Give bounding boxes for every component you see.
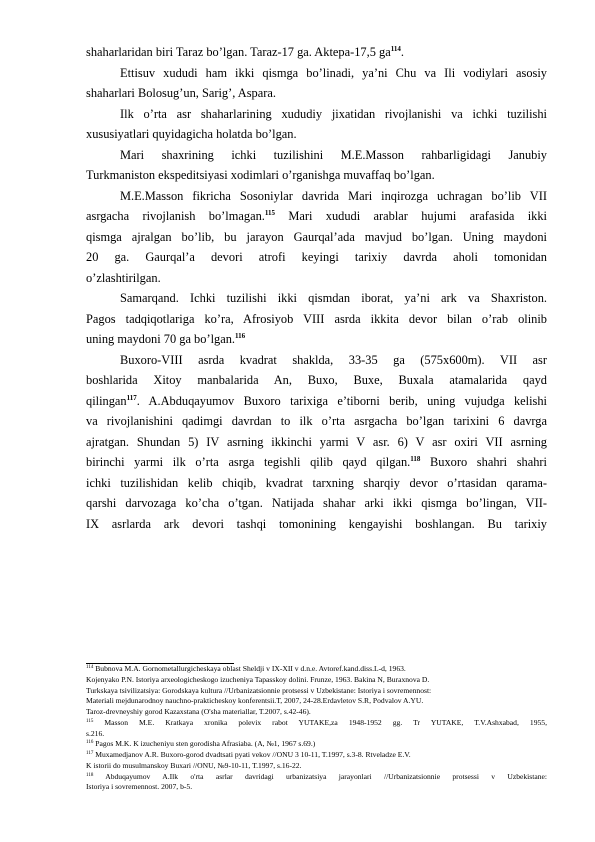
text-line-content: IX asrlarda ark devori tashqi tomonining kengayishi boshlangan. Bu tarixiy: [86, 516, 547, 531]
footnote-line: [86, 664, 547, 675]
text-line-content: ichki tuzilishidan kelib chiqib, kvadrat tarxning sharqiy devor o’rtasidan qarama-: [86, 475, 547, 490]
footnote-number: 115: [86, 718, 94, 724]
text-line-content: 20 ga. Gaurqal’a devori atrofi keyingi tarixiy davrda aholi tomonidan: [86, 250, 547, 264]
text-line-tail: . A.Abduqayumov Buxoro tarixiga e’tiborni berib, uning vujudga kelishi: [136, 393, 547, 408]
footnote-text: Materiali mejdunarodnoy nauchno-prakticheskoy konferentsii.T, 2007, 24-28.Erdavletov S.R, Podvalov A.YU.: [86, 696, 424, 706]
text-line-content: Pagos tadqiqotlariga ko’ra, Afrosiyob VIII asrda ikkita devor bilan o’rab olinib: [86, 311, 547, 326]
text-line-content: va rivojlanishini qadimgi davrdan to ilk o’rta asrgacha bo’lgan tarixini 6 davrga: [86, 414, 547, 428]
text-line-tail: .: [400, 45, 404, 59]
footnote-line: [86, 750, 547, 761]
text-line: [86, 350, 547, 371]
text-line-content: boshlarida Xitoy manbalarida An, Buxo, Buxe, Buxala atamalarida qayd: [86, 373, 547, 387]
text-line: [86, 227, 547, 248]
text-line-content: Samarqand. Ichki tuzilishi ikki qismdan iborat, ya’ni ark va Shaxriston.: [120, 291, 547, 305]
footnote-line: [86, 761, 547, 772]
text-line-content: Mari shaxrining ichki tuzilishini M.E.Masson rahbarligidagi Janubiy: [120, 147, 547, 162]
body-text: [86, 42, 547, 534]
footnote-ref[interactable]: 117: [126, 393, 137, 402]
text-line-content: Turkmaniston ekspeditsiyasi xodimlari o’rganishga muvaffaq bo’lgan.: [86, 168, 435, 182]
footnotes: [86, 664, 547, 793]
text-line-content: qismga ajralgan bo’lib, bu jarayon Gaurqal’ada mavjud bo’lgan. Uning maydoni: [86, 229, 547, 244]
text-line: [86, 452, 547, 473]
footnote-text: s.216.: [86, 728, 105, 738]
text-line: [86, 104, 547, 125]
text-line-content: uning maydoni 70 ga bo’lgan.: [86, 332, 236, 346]
footnote-text: Masson M.E. Kratkaya xronika polevix rabot YUTAKE,za 1948-1952 gg. Tr YUTAKE, T.V.Ashxabad, 1955,: [93, 717, 547, 727]
text-line: [86, 473, 547, 494]
text-line-content: ajratgan. Shundan 5) IV asrning ikkinchi yarmi V asr. 6) V asr oxiri VII asrning: [86, 434, 547, 449]
footnote-text: Pagos M.K. K izucheniyu sten gorodisha Afrasiaba. (A, №1, 1967 s.69.): [93, 739, 316, 749]
footnote-line: [86, 772, 547, 783]
footnote-text: Istoriya i sovremennost. 2007, b-5.: [86, 782, 193, 792]
text-line: [86, 165, 547, 186]
footnote-ref[interactable]: 116: [235, 332, 246, 340]
text-line-content: birinchi yarmi ilk o’rta asrga tegishli qilib qayd qilgan.: [86, 455, 411, 469]
text-line-content: xususiyatlari quyidagicha holatda bo’lgan.: [86, 127, 297, 141]
footnote-text: K istorii do musulmanskoy Buxari //ONU, №9-10-11, T.1997, s.16-22.: [86, 760, 302, 770]
text-line-content: asrgacha rivojlanish bo’lmagan.: [86, 209, 265, 223]
footnote-ref[interactable]: 118: [410, 455, 421, 463]
text-line: [86, 391, 547, 412]
text-line-content: qilingan: [86, 393, 127, 408]
text-line: [86, 329, 547, 350]
text-line-content: Ilk o’rta asr shaharlarining xududiy jixatidan rivojlanishi va ichki tuzilishi: [120, 106, 547, 121]
text-line: [86, 514, 547, 535]
text-line: [86, 63, 547, 84]
text-line: [86, 309, 547, 330]
footnote-number: 114: [86, 665, 94, 670]
footnote-text: Bubnova M.A. Gornometallurgicheskaya oblast Sheldji v IX-XII v d.n.e. Avtoref.kand.diss.L-d, 1963.: [93, 664, 406, 673]
footnote-ref[interactable]: 114: [390, 45, 401, 53]
text-line: [86, 145, 547, 166]
footnote-text: Muxamedjanov A.R. Buxoro-gorod dvadtsati pyati vekov //ONU 3 10-11, T.1997, s.3-8. Rtveladze E.V.: [93, 750, 411, 759]
text-line-content: shaharlari Bolosug’un, Sarig’, Aspara.: [86, 86, 276, 100]
text-line: [86, 411, 547, 432]
footnote-line: [86, 718, 547, 729]
text-line-content: shaharlaridan biri Taraz bo’lgan. Taraz-17 ga. Aktepa-17,5 ga: [86, 45, 391, 59]
footnote-line: [86, 707, 547, 718]
footnote-line: [86, 675, 547, 686]
footnote-number: 117: [86, 751, 94, 756]
footnote-line: [86, 739, 547, 750]
footnote-line: [86, 696, 547, 707]
text-line: [86, 288, 547, 309]
text-line-content: o’zlashtirilgan.: [86, 270, 161, 285]
text-line: [86, 186, 547, 207]
footnote-text: Taroz-drevneyshiy gorod Kazaxstana (O'sha materiallar, T.2007, s.42-46).: [86, 707, 311, 716]
text-line: [86, 42, 547, 63]
text-line: [86, 124, 547, 145]
footnote-text: Abduqayumov A.Ilk o'rta asrlar davridagi urbanizatsiya jarayonlari //Urbanizatsionnie protsessi v Uzbekistane:: [93, 771, 547, 781]
text-line: [86, 493, 547, 514]
text-line-tail: Mari xududi arablar hujumi arafasida ikki: [275, 209, 547, 223]
footnote-number: 116: [86, 740, 94, 746]
footnote-line: [86, 782, 547, 793]
text-line: [86, 247, 547, 268]
text-line: [86, 83, 547, 104]
text-line-content: Ettisuv xududi ham ikki qismga bo’linadi, ya’ni Chu va Ili vodiylari asosiy: [120, 65, 547, 80]
text-line: [86, 370, 547, 391]
footnote-number: 118: [86, 772, 94, 778]
footnote-line: [86, 729, 547, 740]
text-line: [86, 268, 547, 289]
text-line-content: qarshi darvozaga ko’cha o’tgan. Natijada shahar arki ikki qismga bo’lingan, VII-: [86, 496, 547, 510]
text-line: [86, 432, 547, 453]
footnote-line: [86, 686, 547, 697]
footnote-text: Kojenyako P.N. Istoriya arxeologicheskogo izucheniya Tapasskoy dolini. Frunze, 1963. Bakina N, Buraxnova D.: [86, 674, 430, 684]
footnote-ref[interactable]: 115: [264, 209, 275, 217]
text-line-content: M.E.Masson fikricha Sosoniylar davrida Mari inqirozga uchragan bo’lib VII: [120, 188, 547, 203]
footnote-text: Turkskaya tsivilizatsiya: Gorodskaya kultura //Urbanizatsionnie protsessi v Uzbekistane: Istoriya i sovremennost:: [86, 685, 432, 695]
text-line: [86, 206, 547, 227]
text-line-tail: Buxoro shahri shahri: [420, 455, 547, 469]
text-line-content: Buxoro-VIII asrda kvadrat shaklda, 33-35 ga (575x600m). VII asr: [120, 352, 547, 367]
